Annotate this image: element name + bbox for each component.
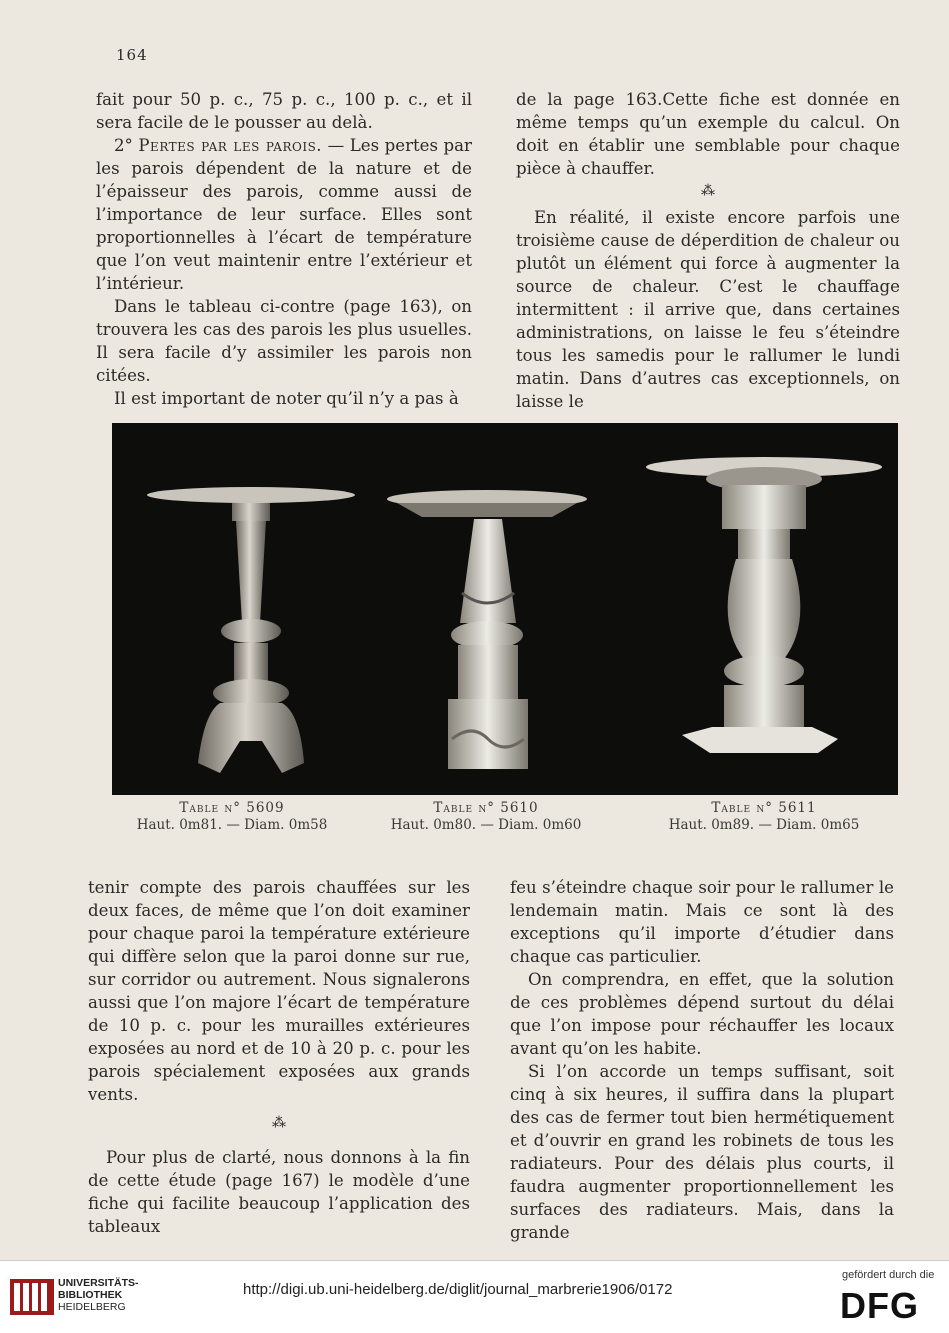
funded-by-label: gefördert durch die <box>842 1269 935 1281</box>
tables-illustration <box>112 423 898 795</box>
permalink-url[interactable]: http://digi.ub.uni-heidelberg.de/diglit/journal_marbrerie1906/0172 <box>243 1281 673 1298</box>
column-right-bottom <box>510 876 894 1244</box>
caption-dimensions: Haut. 0m81. — Diam. 0m58 <box>136 817 328 833</box>
column-right-top <box>516 88 900 413</box>
paragraph: Si l’on accorde un temps suffisant, soit cinq à six heures, il suffira dans la plupart des cas de fermer tout bien hermétiquement et d’ouvrir en grand les robinets de tous les radiateurs. Pour des délais plus courts, il faudra augmenter proportionnellement les surfaces des radiateurs. Mais, dans la grande <box>510 1062 894 1242</box>
caption-title: Table n° 5610 <box>433 800 539 816</box>
column-left-bottom <box>88 876 470 1238</box>
university-library-logo-icon <box>8 1273 56 1319</box>
caption-dimensions: Haut. 0m80. — Diam. 0m60 <box>390 817 582 833</box>
library-name-line: BIBLIOTHEK <box>58 1289 123 1301</box>
paragraph-text: — Les pertes par les parois dépendent de la nature et de l’épaisseur des parois, comme aussi de l’importance de leur surface. Elles sont proportionnelles à l’écart de température que l’on veut maintenir entre l’extérieur et l’intérieur. <box>96 136 472 293</box>
section-separator-stars: ⁂ <box>701 183 715 199</box>
paragraph: tenir compte des parois chauffées sur les deux faces, de même que l’on doit examiner pour chaque paroi la température extérieure qui diffère selon que la paroi donne sur rue, sur corridor ou autrement. Nous signalerons aussi que l’on majore l’écart de température de 10 p. c. pour les murailles extérieures exposées au nord et de 10 à 20 p. c. pour les parois spécialement exposées aux grands vents. <box>88 878 470 1104</box>
viewer-footer <box>0 1260 949 1333</box>
section-separator-stars: ⁂ <box>272 1115 286 1131</box>
table-5609-image <box>147 487 355 773</box>
table-5611-image <box>646 457 882 753</box>
caption-table-5610 <box>366 800 606 834</box>
photograph-pedestal-tables <box>112 423 898 795</box>
paragraph: fait pour 50 p. c., 75 p. c., 100 p. c., et il sera facile de le pousser au delà. <box>96 90 472 132</box>
paragraph <box>96 134 472 295</box>
library-name-line: HEIDELBERG <box>58 1301 126 1313</box>
paragraph: Pour plus de clarté, nous donnons à la fin de cette étude (page 167) le modèle d’une fiche qui facilite beaucoup l’application des tableaux <box>88 1148 470 1236</box>
page-number: 164 <box>116 46 148 64</box>
caption-dimensions: Haut. 0m89. — Diam. 0m65 <box>668 817 860 833</box>
paragraph: feu s’éteindre chaque soir pour le rallumer le lendemain matin. Mais ce sont là des exceptions qu’il importe d’étudier dans chaque cas particulier. <box>510 878 894 966</box>
section-number: 2° <box>114 136 139 155</box>
library-name-line: UNIVERSITÄTS- <box>58 1277 139 1289</box>
table-5610-image <box>387 490 587 769</box>
paragraph: Il est important de noter qu’il n’y a pas à <box>114 389 459 408</box>
caption-title: Table n° 5611 <box>711 800 817 816</box>
section-heading: Pertes par les parois. <box>138 136 323 155</box>
caption-title: Table n° 5609 <box>179 800 285 816</box>
dfg-logo: DFG <box>840 1285 919 1326</box>
library-name <box>58 1277 139 1313</box>
paragraph: Dans le tableau ci-contre (page 163), on trouvera les cas des parois les plus usuelles. Il sera facile d’y assimiler les parois non citées. <box>96 297 472 385</box>
caption-table-5611 <box>644 800 884 834</box>
paragraph: On comprendra, en effet, que la solution de ces problèmes dépend surtout du délai que l’on impose pour réchauffer les locaux avant qu’on les habite. <box>510 970 894 1058</box>
paragraph: de la page 163.Cette fiche est donnée en même temps qu’un exemple du calcul. On doit en établir une semblable pour chaque pièce à chauffer. <box>516 90 900 178</box>
column-left-top <box>96 88 472 410</box>
paragraph: En réalité, il existe encore parfois une troisième cause de déperdition de chaleur ou plutôt un élément qui force à augmenter la source de chaleur. C’est le chauffage intermittent : il arrive que, dans certaines administrations, on laisse le feu s’éteindre tous les samedis pour le rallumer le lundi matin. Dans d’autres cas exceptionnels, on laisse le <box>516 208 900 411</box>
caption-table-5609 <box>112 800 352 834</box>
